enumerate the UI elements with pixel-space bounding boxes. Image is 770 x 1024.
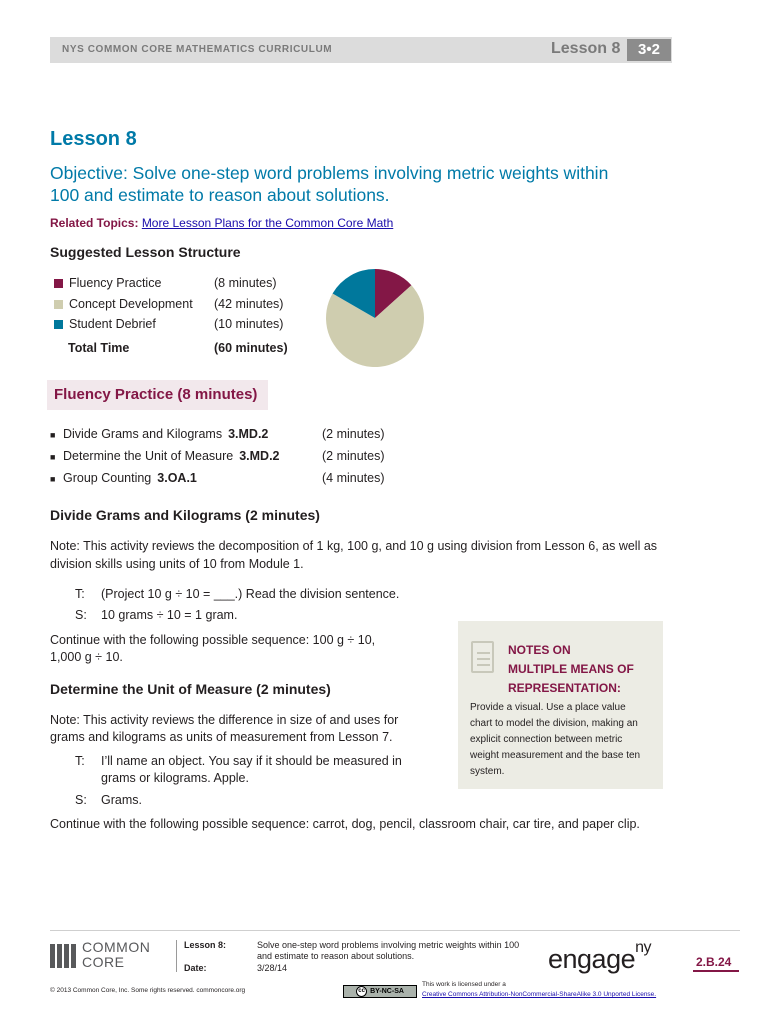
divide-continue-line-2: 1,000 g ÷ 10. [50,650,123,664]
bullet-icon: ■ [50,430,56,440]
notes-body-line: weight measurement and the base ten [470,750,641,761]
structure-row-debrief [54,316,284,332]
footer-lesson-label: Lesson 8: [184,940,227,950]
logo-line-1: COMMON [82,939,151,955]
fluency-item-label: Group Counting [63,471,152,485]
notes-body-line: Provide a visual. Use a place value [470,702,626,713]
cc-license-badge[interactable] [343,985,417,998]
objective-line-1: Objective: Solve one-step word problems involving metric weights within [50,163,609,183]
fluency-item [50,449,280,466]
structure-heading: Suggested Lesson Structure [50,244,241,260]
fluency-item-label: Divide Grams and Kilograms [63,427,223,441]
fluency-item-standard: 3.MD.2 [239,449,280,463]
determine-continue: Continue with the following possible sequence: carrot, dog, pencil, classroom chair, car tire, and paper clip. [50,817,640,831]
teacher-line: (Project 10 g ÷ 10 = ___.) Read the division sentence. [101,587,400,601]
page-title: Lesson 8 [50,128,137,150]
notes-body-line: chart to model the division, making an [470,718,638,729]
engage-text: engage [548,944,636,974]
page-number: 2.B.24 [696,955,732,969]
divide-note-line-1: Note: This activity reviews the decomposition of 1 kg, 100 g, and 10 g using division from Lesson 6, as well as [50,539,658,553]
fluency-item-minutes: (4 minutes) [322,471,385,485]
divide-heading: Divide Grams and Kilograms (2 minutes) [50,507,320,523]
fluency-item-minutes: (2 minutes) [322,427,385,441]
fluency-item-minutes: (2 minutes) [322,449,385,463]
footer-desc-line-2: and estimate to reason about solutions. [257,951,415,961]
structure-row-concept [54,296,284,312]
structure-row-label: Concept Development [69,297,193,311]
student-line: 10 grams ÷ 10 = 1 gram. [101,608,238,622]
license-text: This work is licensed under a [422,981,506,988]
objective [50,162,690,206]
related-topics [50,216,393,230]
fluency-practice-title: Fluency Practice (8 minutes) [54,386,258,403]
divide-note-line-2: division skills using units of 10 from Module 1. [50,557,304,571]
divide-continue-line-1: Continue with the following possible sequence: 100 g ÷ 10, [50,633,376,647]
notes-body-line: explicit connection between metric [470,734,623,745]
bullet-icon: ■ [50,452,56,462]
ny-text: ny [635,939,652,956]
determine-heading: Determine the Unit of Measure (2 minutes) [50,681,331,697]
fluency-swatch [54,279,63,288]
debrief-swatch [54,320,63,329]
notes-heading-line-2: MULTIPLE MEANS OF [508,662,634,676]
notes-body [470,700,655,780]
total-time-label: Total Time [68,341,130,355]
total-time-minutes: (60 minutes) [214,341,288,355]
page-number-underline [693,970,739,972]
teacher-speaker: T: [75,587,85,601]
common-core-logo-icon [50,944,76,968]
footer-date-label: Date: [184,963,207,973]
fluency-item [50,427,268,444]
structure-row-label: Fluency Practice [69,276,162,290]
license-link[interactable]: Creative Commons Attribution-NonCommercial-ShareAlike 3.0 Unported License. [422,991,657,998]
fluency-item-label: Determine the Unit of Measure [63,449,234,463]
footer-divider [50,930,740,931]
related-topics-link[interactable]: More Lesson Plans for the Common Core Math [141,216,394,230]
teacher-line-2: grams or kilograms. Apple. [101,771,249,785]
student-speaker: S: [75,608,87,622]
notes-body-line: system. [470,766,505,777]
cc-icon: cc [356,986,367,997]
fluency-item-standard: 3.MD.2 [228,427,269,441]
determine-note-line-2: grams and kilograms as units of measurement from Lesson 7. [50,730,393,744]
determine-note-line-1: Note: This activity reviews the difference in size of and uses for [50,713,399,727]
bullet-icon: ■ [50,474,56,484]
notes-heading-line-3: REPRESENTATION: [508,681,621,695]
curriculum-title: NYS COMMON CORE MATHEMATICS CURRICULUM [62,44,333,55]
module-badge: 3•2 [627,39,671,61]
fluency-item-standard: 3.OA.1 [157,471,197,485]
structure-row-minutes: (8 minutes) [214,276,277,290]
concept-swatch [54,300,63,309]
related-topics-label: Related Topics: [50,216,139,230]
engage-ny-logo [548,939,652,975]
teacher-line-1: I’ll name an object. You say if it should be measured in [101,754,402,768]
logo-line-2: CORE [82,954,125,970]
lesson-structure-pie-chart [325,268,425,368]
copyright: © 2013 Common Core, Inc. Some rights reserved. commoncore.org [50,987,246,994]
header-lesson: Lesson 8 [551,40,621,57]
footer-date: 3/28/14 [257,963,288,973]
footer-desc-line-1: Solve one-step word problems involving metric weights within 100 [257,940,520,950]
structure-row-label: Student Debrief [69,317,156,331]
student-speaker: S: [75,793,87,807]
notes-document-icon [471,641,494,673]
student-line: Grams. [101,793,142,807]
structure-row-fluency [54,275,277,291]
fluency-item [50,471,197,488]
objective-line-2: 100 and estimate to reason about solutions. [50,185,390,205]
footer-vertical-divider [176,940,177,972]
notes-heading-line-1: NOTES ON [508,643,571,657]
structure-row-minutes: (10 minutes) [214,317,284,331]
structure-row-minutes: (42 minutes) [214,297,284,311]
teacher-speaker: T: [75,754,85,768]
notes-heading [508,641,648,698]
common-core-logo-text [82,940,150,970]
cc-badge-text: BY-NC-SA [370,988,404,995]
